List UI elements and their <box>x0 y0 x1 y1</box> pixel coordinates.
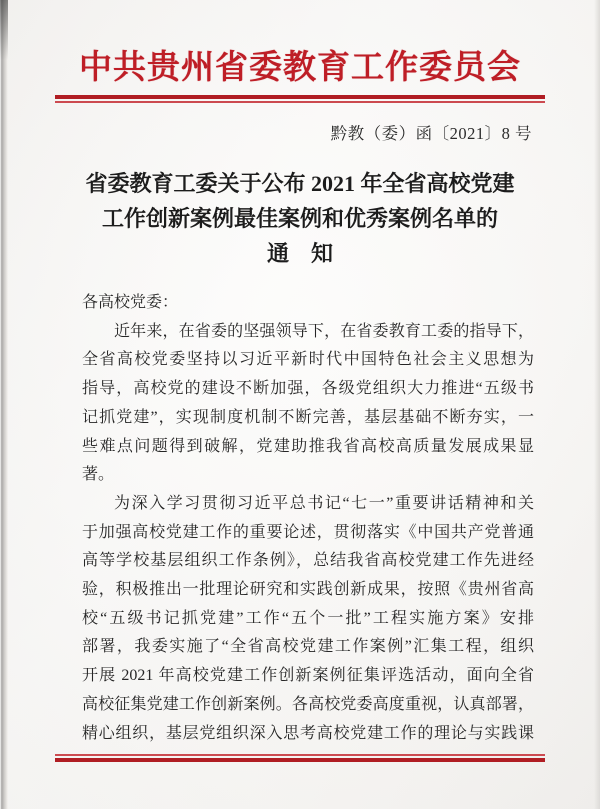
body-line: 指导，高校党的建设不断加强，各级党组织大力推进“五级书 <box>82 380 534 398</box>
issuing-org-title: 中共贵州省委教育工作委员会 <box>79 50 521 86</box>
body-line: 部署，我委实施了“全省高校党建工作案例”汇集工程，组织 <box>82 638 534 656</box>
body-line: 为深入学习贯彻习近平总书记“七一”重要讲话精神和关 <box>114 494 534 512</box>
body-line: 于加强高校党建工作的重要论述，贯彻落实《中国共产党普通 <box>82 523 534 541</box>
body-line: 验，积极推出一批理论研究和实践创新成果，按照《贵州省高 <box>82 581 534 599</box>
body-line: 记抓党建”，实现制度机制不断完善，基层基础不断夯实，一 <box>82 408 534 426</box>
body-line: 高等学校基层组织工作条例》，总结我省高校党建工作先进经 <box>82 552 534 570</box>
body-line: 全省高校党委坚持以习近平新时代中国特色社会主义思想为 <box>82 351 534 369</box>
body-line: 校“五级书记抓党建”工作“五个一批”工程实施方案》安排 <box>82 609 534 627</box>
footer-red-rule <box>55 754 545 762</box>
notice-title-line-2: 工作创新案例最佳案例和优秀案例名单的 <box>101 206 498 231</box>
body-line: 些难点问题得到破解，党建助推我省高校高质量发展成果显 <box>82 437 534 455</box>
body-line: 高校征集党建工作创新案例。各高校党委高度重视，认真部署， <box>82 695 534 713</box>
body-line: 精心组织，基层党组织深入思考高校党建工作的理论与实践课 <box>82 724 534 742</box>
footer-red-rule-thick-line <box>55 758 545 762</box>
notice-body <box>82 289 534 748</box>
body-line: 各高校党委： <box>82 294 179 311</box>
body-line: 开展 2021 年高校党建工作创新案例征集评选活动，面向全省 <box>82 667 534 685</box>
header-red-rule <box>55 95 545 103</box>
page-right-edge-shadow <box>594 0 600 809</box>
document-number: 黔教（委）函〔2021〕8 号 <box>330 124 532 143</box>
body-line: 著。 <box>82 466 115 484</box>
notice-title <box>0 166 600 271</box>
body-line: 近年来，在省委的坚强领导下，在省委教育工委的指导下， <box>114 322 534 340</box>
page-left-edge-shadow <box>0 0 8 809</box>
notice-title-line-1: 省委教育工委关于公布 2021 年全省高校党建 <box>85 171 515 196</box>
notice-title-line-3: 通 知 <box>266 241 333 266</box>
header-red-rule-thin-line <box>55 101 545 103</box>
